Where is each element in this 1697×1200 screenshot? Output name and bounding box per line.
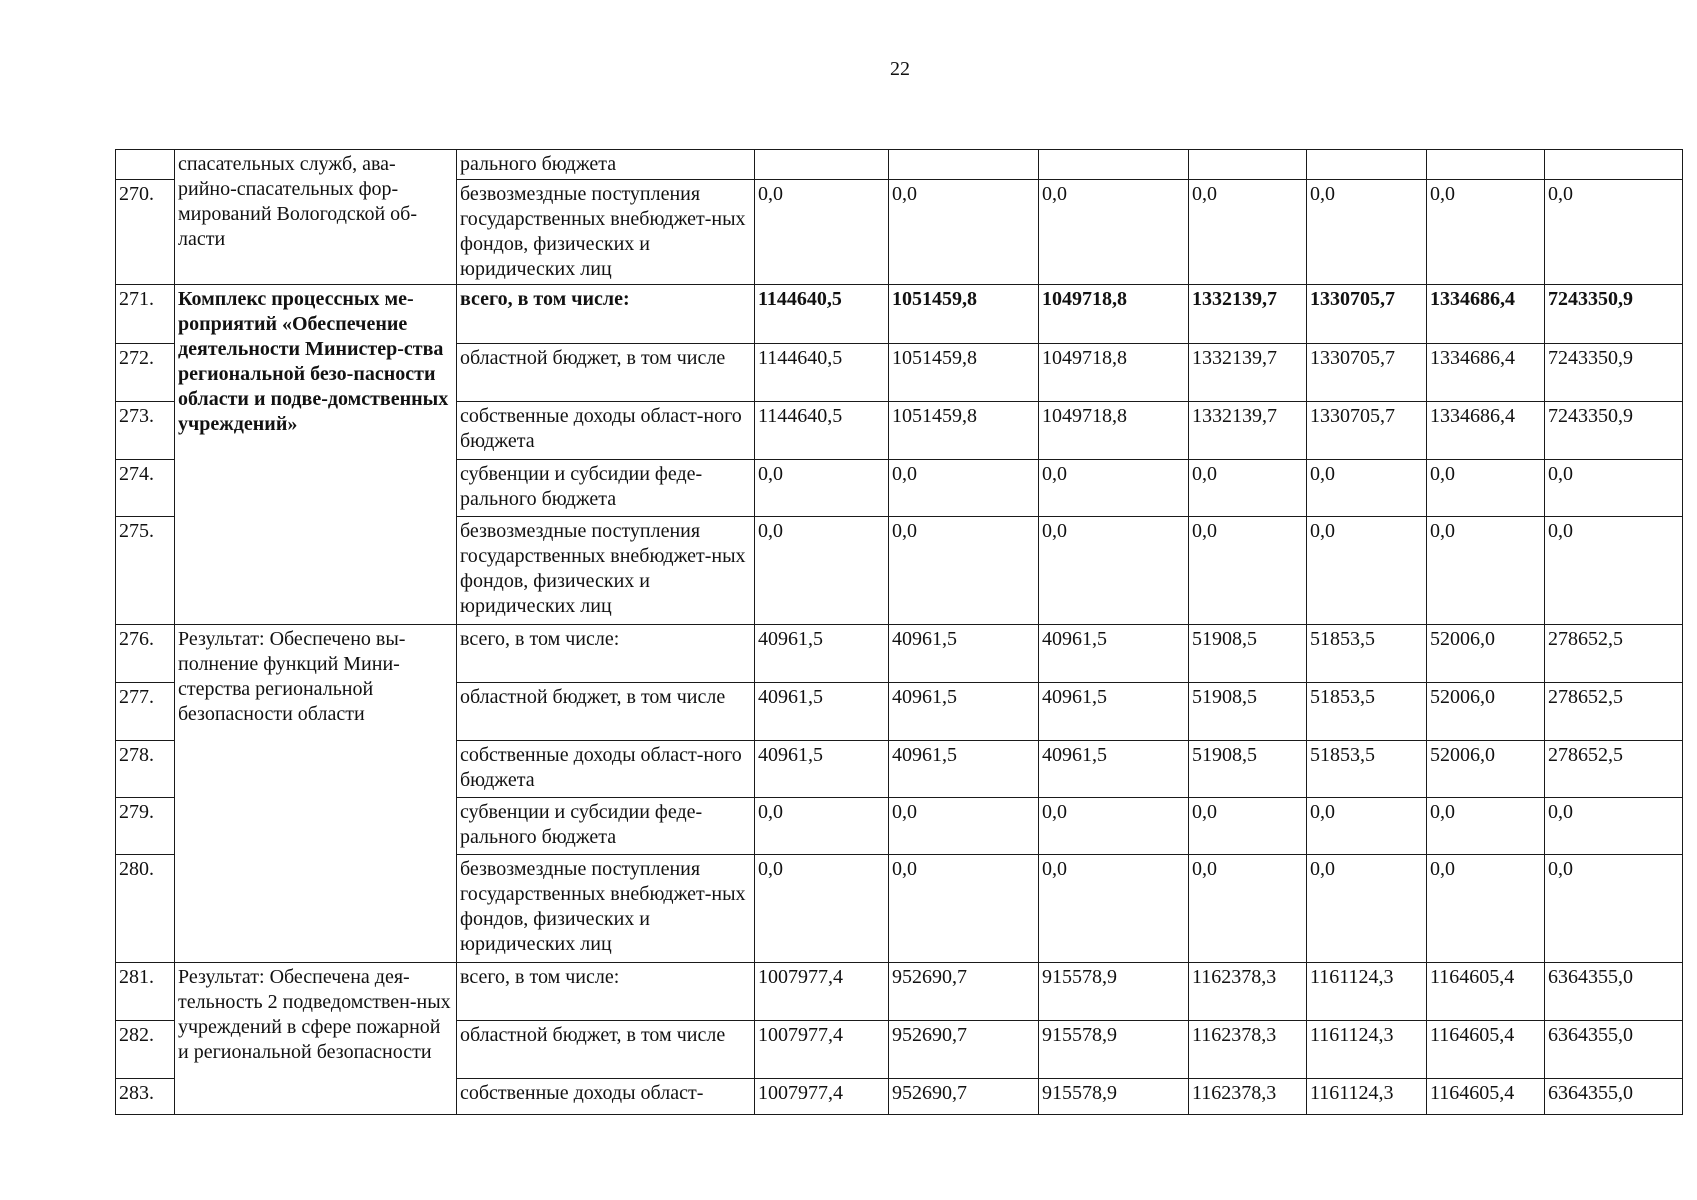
value-cell: 0,0 [1545, 855, 1683, 963]
value-cell: 6364355,0 [1545, 1079, 1683, 1115]
value-cell: 1049718,8 [1039, 344, 1189, 402]
value-cell: 1161124,3 [1307, 1079, 1427, 1115]
value-cell: 0,0 [1039, 798, 1189, 855]
value-cell: 1161124,3 [1307, 963, 1427, 1021]
value-cell: 40961,5 [889, 683, 1039, 741]
value-cell: 51908,5 [1189, 741, 1307, 798]
value-cell: 1007977,4 [755, 1021, 889, 1079]
value-cell: 0,0 [1545, 180, 1683, 285]
funding-source-cell: безвозмездные поступления государственных внебюджет-ных фондов, физических и юридических лиц [457, 517, 755, 625]
value-cell: 52006,0 [1427, 741, 1545, 798]
value-cell: 1334686,4 [1427, 344, 1545, 402]
row-number: 280. [116, 855, 175, 963]
value-cell: 51853,5 [1307, 625, 1427, 683]
value-cell: 0,0 [1307, 798, 1427, 855]
value-cell: 51908,5 [1189, 683, 1307, 741]
value-cell: 1161124,3 [1307, 1021, 1427, 1079]
value-cell: 1144640,5 [755, 402, 889, 460]
value-cell: 0,0 [755, 517, 889, 625]
row-number: 279. [116, 798, 175, 855]
value-cell: 0,0 [1039, 460, 1189, 517]
value-cell [1545, 150, 1683, 180]
funding-source-cell: субвенции и субсидии феде-рального бюджета [457, 460, 755, 517]
value-cell: 6364355,0 [1545, 963, 1683, 1021]
object-name-cell: Результат: Обеспечено вы-полнение функций Мини-стерства региональной безопасности области [175, 625, 457, 963]
funding-source-cell: областной бюджет, в том числе [457, 683, 755, 741]
value-cell: 915578,9 [1039, 1021, 1189, 1079]
value-cell: 1051459,8 [889, 285, 1039, 344]
value-cell: 51908,5 [1189, 625, 1307, 683]
value-cell: 915578,9 [1039, 963, 1189, 1021]
value-cell: 0,0 [1039, 517, 1189, 625]
value-cell: 1332139,7 [1189, 402, 1307, 460]
value-cell: 40961,5 [755, 625, 889, 683]
value-cell: 0,0 [1039, 855, 1189, 963]
value-cell: 0,0 [1189, 180, 1307, 285]
value-cell: 278652,5 [1545, 683, 1683, 741]
value-cell: 40961,5 [889, 741, 1039, 798]
page-number: 22 [890, 58, 910, 80]
value-cell: 51853,5 [1307, 683, 1427, 741]
value-cell [755, 150, 889, 180]
value-cell [1427, 150, 1545, 180]
row-number: 281. [116, 963, 175, 1021]
value-cell: 1162378,3 [1189, 1079, 1307, 1115]
value-cell: 952690,7 [889, 963, 1039, 1021]
value-cell: 51853,5 [1307, 741, 1427, 798]
value-cell: 7243350,9 [1545, 344, 1683, 402]
funding-source-cell: всего, в том числе: [457, 285, 755, 344]
row-number: 273. [116, 402, 175, 460]
row-number: 283. [116, 1079, 175, 1115]
row-number [116, 150, 175, 180]
value-cell: 0,0 [889, 460, 1039, 517]
value-cell: 0,0 [755, 460, 889, 517]
object-name-cell: Результат: Обеспечена дея-тельность 2 подведомствен-ных учреждений в сфере пожарной и региональной безопасности [175, 963, 457, 1115]
funding-source-cell: собственные доходы област-ного бюджета [457, 402, 755, 460]
funding-source-cell: областной бюджет, в том числе [457, 344, 755, 402]
value-cell: 0,0 [755, 180, 889, 285]
value-cell: 1334686,4 [1427, 402, 1545, 460]
value-cell: 0,0 [889, 798, 1039, 855]
table-row [116, 625, 1683, 683]
value-cell: 1049718,8 [1039, 285, 1189, 344]
value-cell: 40961,5 [1039, 683, 1189, 741]
row-number: 278. [116, 741, 175, 798]
value-cell: 0,0 [1427, 517, 1545, 625]
value-cell: 40961,5 [755, 741, 889, 798]
value-cell: 40961,5 [1039, 741, 1189, 798]
value-cell: 1007977,4 [755, 1079, 889, 1115]
funding-source-cell: собственные доходы област- [457, 1079, 755, 1115]
value-cell: 0,0 [1307, 855, 1427, 963]
value-cell: 0,0 [1427, 855, 1545, 963]
row-number: 282. [116, 1021, 175, 1079]
value-cell: 1332139,7 [1189, 344, 1307, 402]
value-cell: 1330705,7 [1307, 285, 1427, 344]
value-cell: 0,0 [755, 855, 889, 963]
value-cell: 40961,5 [889, 625, 1039, 683]
value-cell: 0,0 [1307, 180, 1427, 285]
value-cell: 0,0 [1189, 517, 1307, 625]
funding-source-cell: безвозмездные поступления государственных внебюджет-ных фондов, физических и юридических лиц [457, 855, 755, 963]
value-cell: 1334686,4 [1427, 285, 1545, 344]
funding-source-cell: всего, в том числе: [457, 963, 755, 1021]
value-cell: 7243350,9 [1545, 402, 1683, 460]
row-number: 270. [116, 180, 175, 285]
value-cell: 0,0 [1189, 798, 1307, 855]
value-cell: 1144640,5 [755, 344, 889, 402]
value-cell [889, 150, 1039, 180]
value-cell: 1164605,4 [1427, 1079, 1545, 1115]
value-cell: 278652,5 [1545, 741, 1683, 798]
value-cell [1039, 150, 1189, 180]
value-cell: 1144640,5 [755, 285, 889, 344]
row-number: 271. [116, 285, 175, 344]
value-cell: 0,0 [1189, 460, 1307, 517]
funding-source-cell: собственные доходы област-ного бюджета [457, 741, 755, 798]
value-cell: 40961,5 [755, 683, 889, 741]
value-cell: 915578,9 [1039, 1079, 1189, 1115]
value-cell: 0,0 [889, 517, 1039, 625]
value-cell: 1049718,8 [1039, 402, 1189, 460]
value-cell: 1164605,4 [1427, 1021, 1545, 1079]
funding-source-cell: областной бюджет, в том числе [457, 1021, 755, 1079]
table-row [116, 150, 1683, 180]
value-cell: 1164605,4 [1427, 963, 1545, 1021]
value-cell: 1007977,4 [755, 963, 889, 1021]
value-cell: 1051459,8 [889, 344, 1039, 402]
value-cell: 0,0 [755, 798, 889, 855]
value-cell: 0,0 [1307, 517, 1427, 625]
value-cell [1189, 150, 1307, 180]
row-number: 277. [116, 683, 175, 741]
table-row [116, 963, 1683, 1021]
value-cell: 0,0 [1307, 460, 1427, 517]
value-cell: 0,0 [1545, 517, 1683, 625]
funding-source-cell: рального бюджета [457, 150, 755, 180]
value-cell: 1330705,7 [1307, 344, 1427, 402]
object-name-cell: Комплекс процессных ме-роприятий «Обеспечение деятельности Министер-ства региональной безо-пасности области и подве-домственных учреждений» [175, 285, 457, 625]
table-row [116, 285, 1683, 344]
value-cell: 0,0 [889, 180, 1039, 285]
value-cell: 1332139,7 [1189, 285, 1307, 344]
budget-table [115, 149, 1683, 1115]
value-cell: 7243350,9 [1545, 285, 1683, 344]
row-number: 276. [116, 625, 175, 683]
funding-source-cell: безвозмездные поступления государственных внебюджет-ных фондов, физических и юридических лиц [457, 180, 755, 285]
value-cell: 952690,7 [889, 1021, 1039, 1079]
value-cell: 0,0 [1545, 460, 1683, 517]
value-cell: 952690,7 [889, 1079, 1039, 1115]
value-cell: 0,0 [889, 855, 1039, 963]
funding-source-cell: субвенции и субсидии феде-рального бюджета [457, 798, 755, 855]
value-cell: 52006,0 [1427, 683, 1545, 741]
funding-source-cell: всего, в том числе: [457, 625, 755, 683]
object-name-cell: спасательных служб, ава-рийно-спасательных фор-мирований Вологодской об-ласти [175, 150, 457, 285]
value-cell: 0,0 [1427, 460, 1545, 517]
value-cell: 0,0 [1427, 180, 1545, 285]
value-cell: 0,0 [1039, 180, 1189, 285]
value-cell: 0,0 [1427, 798, 1545, 855]
value-cell: 278652,5 [1545, 625, 1683, 683]
value-cell: 52006,0 [1427, 625, 1545, 683]
value-cell: 1162378,3 [1189, 1021, 1307, 1079]
value-cell: 1330705,7 [1307, 402, 1427, 460]
value-cell: 1162378,3 [1189, 963, 1307, 1021]
row-number: 275. [116, 517, 175, 625]
value-cell: 40961,5 [1039, 625, 1189, 683]
value-cell: 1051459,8 [889, 402, 1039, 460]
value-cell: 6364355,0 [1545, 1021, 1683, 1079]
value-cell: 0,0 [1545, 798, 1683, 855]
value-cell [1307, 150, 1427, 180]
row-number: 272. [116, 344, 175, 402]
row-number: 274. [116, 460, 175, 517]
value-cell: 0,0 [1189, 855, 1307, 963]
